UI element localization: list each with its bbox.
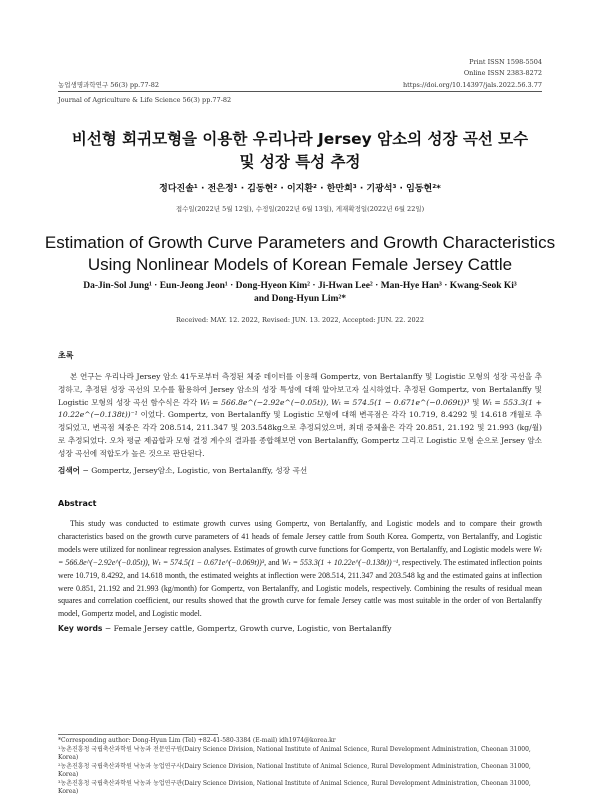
abstract-ko-heading: 초록 [58, 351, 74, 360]
journal-en: Journal of Agriculture & Life Science 56(3) pp.77-82 [58, 96, 232, 104]
keywords-en: Key words − Female Jersey cattle, Gompertz, Growth curve, Logistic, von Bertalanffy [58, 624, 392, 633]
abstract-ko-eq-logistic: Wₜ = 553.3(1 + 10.22e^(−0.138t))⁻¹ [58, 397, 542, 420]
authors-en-line2: and Dong-Hyun Lim²* [253, 294, 347, 304]
keywords-ko-text: Gompertz, Jersey암소, Logistic, von Bertalanffy, 성장 곡선 [91, 466, 308, 475]
authors-en-line1: Da-Jin-Sol Jung¹ · Eun-Jeong Jeon¹ · Dong-Hyeon Kim² · Ji-Hwan Lee² · Man-Hye Han³ · Kwang-Seok Ki³ [83, 281, 517, 291]
title-ko-line1: 비선형 회귀모형을 이용한 우리나라 Jersey 암소의 성장 곡선 모수 [71, 130, 529, 148]
title-ko-line2: 및 성장 특성 추정 [239, 153, 361, 171]
abstract-en-body [58, 518, 542, 621]
title-en-line1: Estimation of Growth Curve Parameters and Growth Characteristics [44, 233, 556, 252]
online-issn: Online ISSN 2383-8272 [463, 69, 542, 77]
keywords-ko-label: 검색어 [58, 466, 81, 475]
abstract-ko-text-b: 이었다. Gompertz, von Bertalanffy 및 Logistic 모형에 대해 변곡점은 각각 10.719, 8.4292 및 14.618 개월로 추정되었고, 변곡점 체중은 각각 208.514, 211.347 및 203.548kg으로 추정되었으며, 최대 증체율은 각각 20.851, 21.192 및 21.993 (kg/월)로 추정되었다. 오차 평균 제곱합과 모형 결정 계수의 결과를 종합해보면 von Bertalanffy, Gompertz 그리고 Logistic 모형 순으로 Jersey 암소 성장 곡선에 적합도가 높은 것으로 판단된다. [58, 410, 542, 458]
title-english [40, 232, 560, 276]
footnote-affiliation-1: ¹농촌진흥청 국립축산과학원 낙농과 전문연구원(Dairy Science Division, National Institute of Animal Science, Rural Development Administration, Cheonan 31000, Korea) [58, 745, 531, 761]
dates-korean: 접수일(2022년 5월 12일), 수정일(2022년 6월 13일), 게재확정일(2022년 6월 22일) [175, 205, 425, 213]
abstract-en-eq-and: and [268, 557, 280, 567]
keywords-en-text: Female Jersey cattle, Gompertz, Growth curve, Logistic, von Bertalanffy [113, 624, 392, 633]
abstract-en-text-a: This study was conducted to estimate growth curves using Gompertz, von Bertalanffy, and Logistic models and to compare their growth characteristics based on the growth curve parameters of 41 heads of female Jersey cattle from South Korea. Gompertz, von Bertalanffy, and Logistic models were utilized for nonlinear regression analyses. Estimates of growth curve functions for Gompertz, von Bertalanffy, and Logistic models were [58, 519, 542, 554]
abstract-ko-eq-bertalanffy: Wₜ = 574.5(1 − 0.671e^(−0.069t))³ [331, 397, 470, 407]
authors-korean: 정다진솔¹ · 전은정¹ · 김동현² · 이지환² · 한만희³ · 기광석³ · 임동현²* [159, 184, 441, 194]
abstract-ko-body [58, 371, 542, 461]
doi-link[interactable]: https://doi.org/10.14397/jals.2022.56.3.77 [402, 81, 542, 89]
keywords-en-label: Key words [58, 624, 103, 633]
print-issn: Print ISSN 1598-5504 [469, 58, 542, 66]
header-rule [58, 91, 542, 92]
footnote-affiliation-3: ³농촌진흥청 국립축산과학원 낙농과 농업연구관(Dairy Science Division, National Institute of Animal Science, Rural Development Administration, Cheonan 31000, Korea) [58, 779, 531, 795]
journal-ko: 농업생명과학연구 56(3) pp.77-82 [58, 81, 159, 89]
abstract-en-text-b: respectively. The estimated inflection points were 10.719, 8.4292, and 14.618 month, the estimated weights at inflection were 208.514, 211.347 and 203.548 kg and the estimated gains at inflection were 0.851, 21.192 and 21.993 (kg/month) for Gompertz, von Bertalanffy, and Logistic models, respectively. Combining the results of residual mean squares and correlation coefficient, our results showed that the growth curve for female Jersey cattle was most suitable in the order of von Bertalanffy model, Gompertz model, and Logistic model. [58, 557, 542, 619]
footnote-rule [58, 734, 218, 735]
abstract-ko-eq-gompertz: Wₜ = 566.8e^(−2.92e^(−0.05t)), [199, 397, 329, 407]
keywords-ko: 검색어 − Gompertz, Jersey암소, Logistic, von Bertalanffy, 성장 곡선 [58, 466, 308, 475]
footnote-corresponding: *Corresponding author: Dong-Hyun Lim (Tel) +82-41-580-3384 (E-mail) idh1974@korea.kr [58, 737, 336, 744]
footnote-affiliation-2: ²농촌진흥청 국립축산과학원 낙농과 농업연구사(Dairy Science Division, National Institute of Animal Science, Rural Development Administration, Cheonan 31000, Korea) [58, 762, 531, 778]
dates-english: Received: MAY. 12. 2022, Revised: JUN. 13. 2022, Accepted: JUN. 22. 2022 [176, 316, 424, 324]
title-en-line2: Using Nonlinear Models of Korean Female Jersey Cattle [87, 255, 513, 274]
abstract-en-eq-logistic: Wₜ = 553.3(1 + 10.22e^(−0.138t))⁻¹, [281, 557, 401, 567]
authors-english [40, 280, 560, 306]
abstract-ko-eq-and: 및 [472, 397, 480, 407]
abstract-en-heading: Abstract [58, 499, 97, 508]
title-korean [40, 128, 560, 174]
abstract-en-eq-bertalanffy: Wₜ = 574.5(1 − 0.671e^(−0.069t))³, [151, 557, 267, 567]
abstract-ko-text-a: 본 연구는 우리나라 Jersey 암소 41두로부터 측정된 체중 데이터를 이용해 Gompertz, von Bertalanffy 및 Logistic 모형의 성장 곡선을 추정하고, 추정된 성장 곡선의 모수를 활용하여 Jersey 암소의 성장 특성에 대해 알아보고자 실시하였다. 추정된 Gompertz, von Bertalanffy 및 Logistic 모형의 성장 곡선 함수식은 각각 [58, 372, 542, 407]
footnotes [58, 737, 542, 797]
abstract-en-eq-gompertz: Wₜ = 566.8e^(−2.92e^(−0.05t)), [58, 544, 542, 567]
